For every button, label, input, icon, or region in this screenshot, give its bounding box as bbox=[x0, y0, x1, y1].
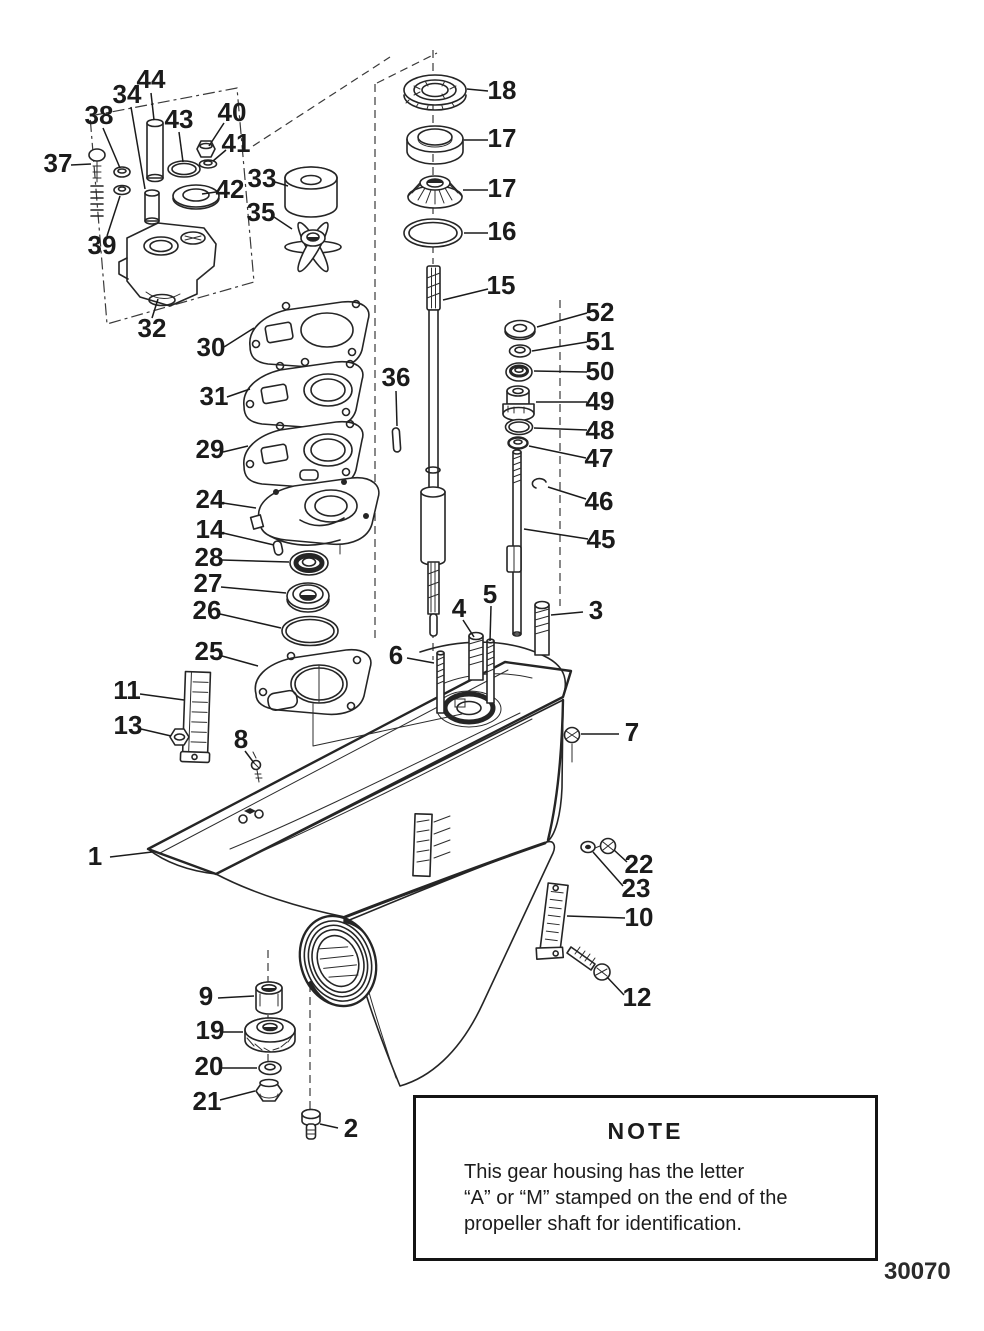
callout-leader-46 bbox=[548, 487, 586, 499]
pump-base-24 bbox=[251, 478, 379, 554]
callout-leader-43 bbox=[179, 132, 183, 162]
callout-28: 28 bbox=[194, 541, 224, 572]
callout-50: 50 bbox=[585, 355, 615, 386]
callout-7: 7 bbox=[624, 716, 640, 747]
callout-leader-26 bbox=[220, 614, 281, 628]
washer-20 bbox=[259, 1062, 281, 1075]
callout-leader-34 bbox=[131, 107, 145, 189]
callout-leader-12 bbox=[607, 977, 624, 995]
callout-leader-10 bbox=[567, 916, 625, 918]
water-pump-cluster bbox=[89, 120, 341, 307]
callout-2: 2 bbox=[343, 1112, 359, 1143]
gasket-31 bbox=[244, 361, 363, 429]
callout-leader-23 bbox=[593, 852, 623, 886]
callout-46: 46 bbox=[584, 485, 614, 516]
callout-5: 5 bbox=[482, 578, 498, 609]
impeller-35 bbox=[285, 220, 341, 274]
o-ring-16 bbox=[404, 219, 462, 247]
callout-33: 33 bbox=[247, 162, 277, 193]
nut-13 bbox=[170, 729, 189, 745]
washer-23 bbox=[581, 842, 595, 853]
callout-leader-25 bbox=[222, 656, 258, 666]
callout-leader-37 bbox=[71, 164, 91, 165]
callout-44: 44 bbox=[136, 63, 166, 94]
bushing-49 bbox=[503, 386, 534, 421]
plate-30 bbox=[250, 301, 369, 369]
callout-45: 45 bbox=[586, 523, 616, 554]
callout-23: 23 bbox=[621, 872, 651, 903]
nut-21 bbox=[256, 1080, 282, 1102]
driveshaft-15 bbox=[421, 266, 445, 636]
shift-shaft-parts bbox=[503, 321, 546, 637]
tube-34 bbox=[145, 190, 159, 224]
callout-3: 3 bbox=[588, 594, 604, 625]
figure-number: 30070 bbox=[884, 1258, 951, 1285]
callout-49: 49 bbox=[585, 385, 615, 416]
o-ring-48 bbox=[506, 420, 533, 435]
callout-12: 12 bbox=[622, 981, 652, 1012]
seal-28 bbox=[290, 551, 328, 575]
ring-47 bbox=[509, 438, 528, 449]
bolt-2 bbox=[302, 1110, 320, 1140]
callout-35: 35 bbox=[246, 196, 276, 227]
callout-leader-52 bbox=[537, 313, 587, 327]
callout-leader-29 bbox=[223, 446, 248, 452]
callout-24: 24 bbox=[195, 483, 225, 514]
callout-38: 38 bbox=[84, 99, 114, 130]
spring bbox=[91, 186, 103, 216]
callout-36: 36 bbox=[381, 361, 411, 392]
callout-47: 47 bbox=[584, 442, 614, 473]
driveshaft-bore-seal bbox=[445, 694, 493, 722]
anode-11 bbox=[180, 672, 212, 763]
callout-leader-2 bbox=[320, 1124, 338, 1128]
bearing-50 bbox=[506, 363, 532, 381]
callout-1: 1 bbox=[87, 840, 103, 871]
shift-shaft-45 bbox=[507, 450, 521, 636]
washer-39 bbox=[114, 186, 130, 195]
stud-4 bbox=[469, 633, 483, 681]
callout-19: 19 bbox=[195, 1014, 225, 1045]
callout-21: 21 bbox=[192, 1085, 222, 1116]
callout-42: 42 bbox=[215, 173, 245, 204]
ring-38 bbox=[114, 167, 130, 177]
callout-32: 32 bbox=[137, 312, 167, 343]
callout-31: 31 bbox=[199, 380, 229, 411]
callout-41: 41 bbox=[221, 127, 251, 158]
note-line: propeller shaft for identification. bbox=[464, 1213, 742, 1235]
callout-39: 39 bbox=[87, 229, 117, 260]
callout-9: 9 bbox=[198, 980, 214, 1011]
callout-leader-1 bbox=[110, 852, 152, 857]
driveshaft-stack bbox=[392, 75, 466, 636]
callout-leader-27 bbox=[221, 587, 286, 593]
note-title: NOTE bbox=[607, 1118, 684, 1144]
key-36 bbox=[392, 428, 401, 452]
pin-14 bbox=[273, 540, 284, 555]
sleeve-44 bbox=[147, 120, 163, 182]
callout-17: 17 bbox=[487, 122, 517, 153]
callout-16: 16 bbox=[487, 215, 517, 246]
callout-leader-13 bbox=[141, 729, 171, 736]
callout-17: 17 bbox=[487, 172, 517, 203]
callout-37: 37 bbox=[43, 147, 73, 178]
callout-27: 27 bbox=[193, 567, 223, 598]
gear-housing-drawing bbox=[148, 602, 616, 1087]
note-line: “A” or “M” stamped on the end of the bbox=[464, 1187, 788, 1209]
washer-52 bbox=[505, 321, 535, 340]
callout-11: 11 bbox=[113, 674, 141, 705]
callout-40: 40 bbox=[217, 96, 247, 127]
callout-43: 43 bbox=[164, 103, 194, 134]
pump-base-32 bbox=[119, 223, 216, 306]
callout-51: 51 bbox=[585, 325, 615, 356]
seal-carrier-42 bbox=[173, 185, 219, 209]
screw-12 bbox=[567, 947, 610, 980]
callout-13: 13 bbox=[113, 709, 143, 740]
nut-40 bbox=[197, 141, 215, 157]
note-box bbox=[413, 1095, 878, 1261]
callout-leader-9 bbox=[218, 996, 254, 998]
anode-10 bbox=[535, 883, 572, 963]
note-text bbox=[464, 1159, 875, 1237]
tapered-bearing-17 bbox=[408, 176, 462, 208]
callout-26: 26 bbox=[192, 594, 222, 625]
callout-30: 30 bbox=[196, 331, 226, 362]
sleeve-9 bbox=[256, 982, 282, 1014]
stud-3 bbox=[535, 602, 549, 656]
callout-leader-47 bbox=[529, 446, 586, 458]
plug-7 bbox=[565, 728, 580, 763]
seal-27 bbox=[287, 583, 329, 612]
callout-18: 18 bbox=[487, 74, 517, 105]
callout-leader-36 bbox=[396, 391, 397, 426]
o-ring-26 bbox=[282, 617, 338, 646]
screw-22 bbox=[595, 839, 616, 854]
note-line: This gear housing has the letter bbox=[464, 1161, 745, 1183]
callout-leader-48 bbox=[534, 428, 587, 430]
callout-leader-6 bbox=[407, 658, 434, 663]
pump-cup-33 bbox=[285, 167, 337, 217]
callout-leader-44 bbox=[151, 93, 154, 120]
callout-leader-35 bbox=[274, 217, 292, 229]
washer-41 bbox=[200, 160, 217, 168]
stud-6 bbox=[437, 651, 444, 713]
callout-14: 14 bbox=[195, 513, 225, 544]
callout-4: 4 bbox=[451, 592, 467, 623]
callout-leader-15 bbox=[443, 289, 488, 300]
callout-leader-50 bbox=[534, 371, 587, 372]
callout-leader-38 bbox=[103, 128, 120, 168]
callout-leader-3 bbox=[551, 612, 583, 615]
callout-leader-45 bbox=[524, 529, 588, 539]
stud-5 bbox=[487, 639, 494, 703]
o-ring-43 bbox=[168, 161, 200, 177]
callout-20: 20 bbox=[194, 1050, 224, 1081]
callout-10: 10 bbox=[624, 901, 654, 932]
callout-leader-28 bbox=[222, 560, 289, 562]
callout-6: 6 bbox=[388, 639, 404, 670]
callout-8: 8 bbox=[233, 723, 249, 754]
bearing-cup-17 bbox=[407, 126, 463, 164]
callout-leader-24 bbox=[223, 503, 256, 508]
callout-leader-21 bbox=[220, 1091, 255, 1100]
pinion-parts bbox=[245, 982, 320, 1139]
callout-34: 34 bbox=[112, 78, 142, 109]
callout-15: 15 bbox=[486, 269, 516, 300]
pinion-gear-19 bbox=[245, 1018, 295, 1052]
callout-48: 48 bbox=[585, 414, 615, 445]
callout-leader-11 bbox=[140, 694, 184, 700]
callout-22: 22 bbox=[624, 848, 654, 879]
washer-51 bbox=[510, 345, 531, 357]
screw-8 bbox=[252, 752, 263, 782]
callout-25: 25 bbox=[194, 635, 224, 666]
callout-leader-18 bbox=[467, 89, 488, 91]
callout-29: 29 bbox=[195, 433, 225, 464]
bearing-race-18 bbox=[404, 75, 466, 110]
callout-52: 52 bbox=[585, 296, 615, 327]
callout-leader-5 bbox=[490, 606, 491, 641]
clip-46 bbox=[532, 479, 546, 488]
